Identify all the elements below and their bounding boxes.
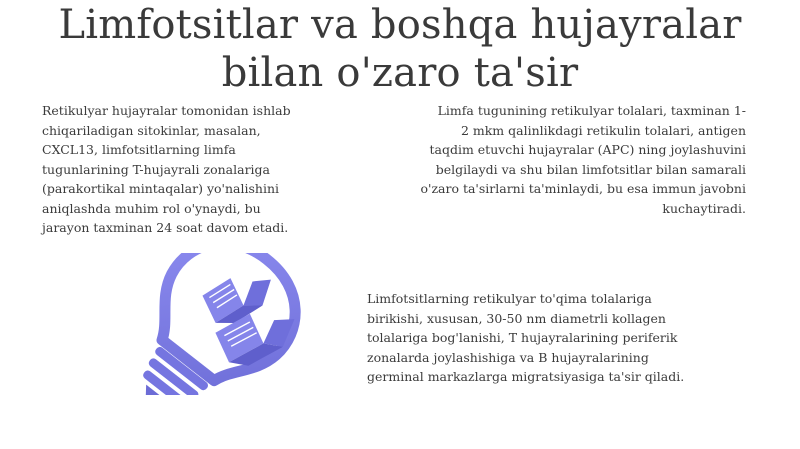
lightbulb-book-icon (105, 253, 310, 395)
page-title (0, 0, 800, 97)
title-line-1: Limfotsitlar va boshqa hujayralar (58, 2, 742, 48)
paragraph-lymphocyte-attachment: Limfotsitlarning retikulyar to'qima tolalariga birikishi, xususan, 30-50 nm diametrli kollagen tolalariga bog'lanishi, T hujayralarining periferik zonalarda joylashishiga va B hujayralarining germinal markazlarga migratsiyasiga ta'sir qiladi. (367, 291, 685, 384)
title-line-2: bilan o'zaro ta'sir (221, 50, 579, 96)
paragraph-cytokines: Retikulyar hujayralar tomonidan ishlab chiqariladigan sitokinlar, masalan, CXCL13, limfotsitlarning limfa tugunlarining T-hujayrali zonalariga (parakortikal mintaqalar) yo'nalishini aniqlashda muhim rol o'ynaydi, bu jarayon taxminan 24 soat davom etadi. (42, 103, 291, 235)
paragraph-reticular-fibers: Limfa tugunining retikulyar tolalari, taxminan 1- 2 mkm qalinlikdagi retikulin tolalari, antigen taqdim etuvchi hujayralar (APC) ning joylashuvini belgilaydi va shu bilan limfotsitlar bilan samarali o'zaro ta'sirlarni ta'minlaydi, bu esa immun javobni kuchaytiradi. (420, 103, 746, 216)
